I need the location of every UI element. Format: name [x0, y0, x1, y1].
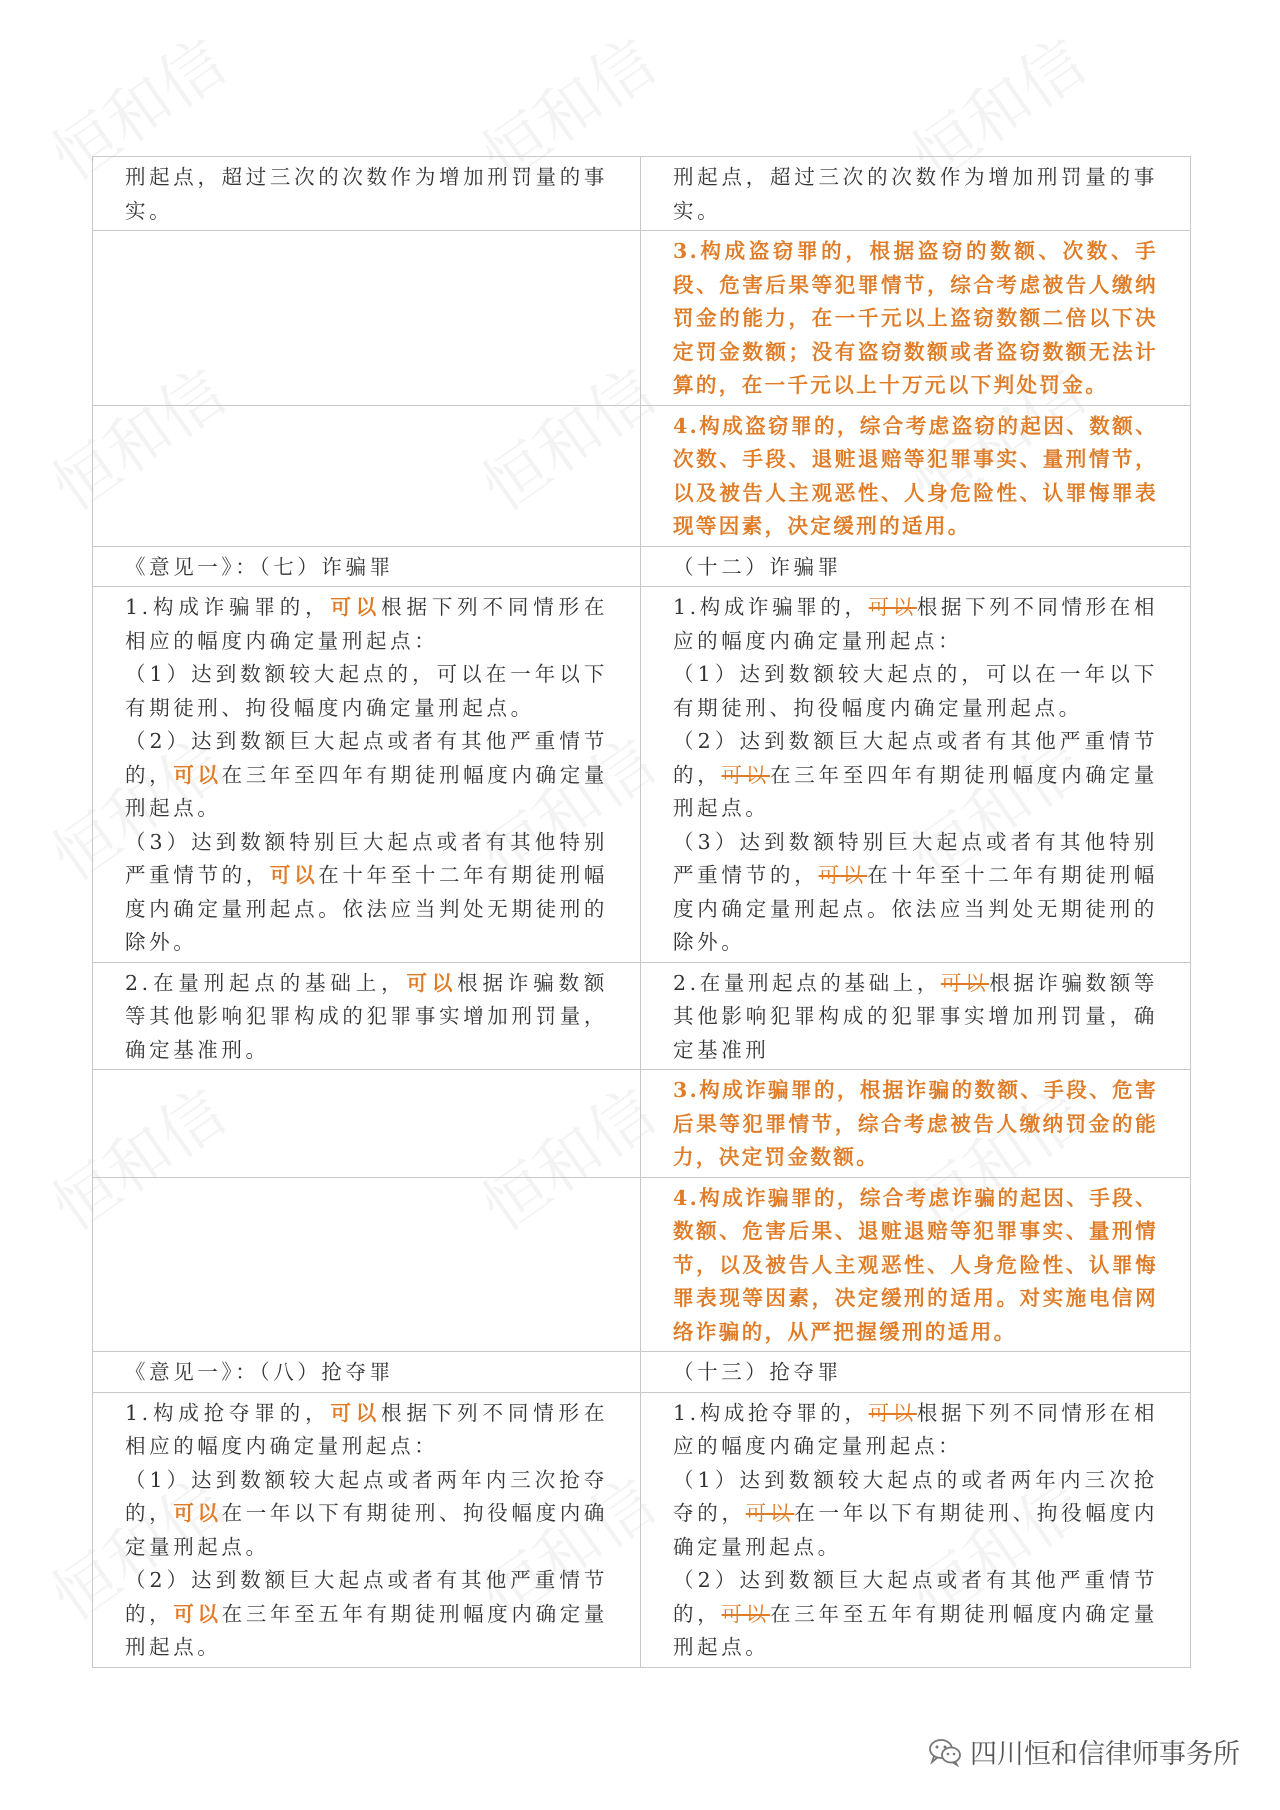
old-provision-cell: [93, 405, 641, 546]
table-row: [93, 1352, 1191, 1393]
new-provision-cell: [641, 1070, 1191, 1178]
text-run: 根据诈骗数额等其他影响犯罪构成的犯罪事实增加刑罚量，确定基准刑: [673, 970, 1158, 1062]
text-run: 根据诈骗数额等其他影响犯罪构成的犯罪事实增加刑罚量，确定基准刑。: [125, 970, 608, 1062]
cell-paragraph: [673, 967, 1158, 1068]
text-run: 在三年至五年有期徒刑幅度内确定量刑起点。: [673, 1601, 1158, 1659]
cell-paragraph: [673, 161, 1158, 228]
footer-brand: [928, 1732, 1240, 1771]
table-row: [93, 1070, 1191, 1178]
cell-paragraph: [125, 967, 608, 1068]
added-provision-text: 4.构成诈骗罪的，综合考虑诈骗的起因、手段、数额、危害后果、退赃退赔等犯罪事实、量刑情节，以及被告人主观恶性、人身危险性、认罪悔罪表现等因素，决定缓刑的适用。对实施电信网络诈骗的，从严把握缓刑的适用。: [673, 1185, 1158, 1344]
text-run: （2）达到数额巨大起点或者有其他严重情节的，: [673, 1568, 1158, 1626]
text-run: 2.在量刑起点的基础上，: [673, 970, 941, 995]
text-run: （2）达到数额巨大起点或者有其他严重情节的，: [125, 729, 608, 787]
added-provision-text: 3.构成盗窃罪的，根据盗窃的数额、次数、手段、危害后果等犯罪情节，综合考虑被告人缴纳罚金的能力，在一千元以上盗窃数额二倍以下决定罚金数额；没有盗窃数额或者盗窃数额无法计算的，在一千元以上十万元以下判处罚金。: [673, 239, 1158, 397]
text-run: 2.在量刑起点的基础上，: [125, 970, 407, 995]
table-row: [93, 231, 1191, 406]
new-provision-cell: [641, 231, 1191, 406]
text-run: 1.构成抢夺罪的，: [673, 1400, 869, 1425]
text-run: 根据下列不同情形在相应的幅度内确定量刑起点：: [125, 595, 609, 653]
cell-paragraph: [125, 591, 608, 658]
cell-paragraph: [673, 826, 1158, 960]
comparison-table: [92, 156, 1191, 1668]
added-provision-text: 4.构成盗窃罪的，综合考虑盗窃的起因、数额、次数、手段、退赃退赔等犯罪事实、量刑情节，以及被告人主观恶性、人身危险性、认罪悔罪表现等因素，决定缓刑的适用。: [673, 413, 1158, 538]
text-run: （3）达到数额特别巨大起点或者有其他特别严重情节的，: [673, 829, 1158, 887]
old-provision-cell: [93, 1352, 641, 1393]
cell-paragraph: [673, 658, 1158, 725]
new-provision-cell: [641, 405, 1191, 546]
table-row: [93, 1392, 1191, 1667]
text-run: 《意见一》：（八）抢夺罪: [125, 1360, 394, 1384]
deleted-term: 可以: [745, 1501, 795, 1525]
table-row: [93, 546, 1191, 587]
deleted-term: 可以: [868, 1400, 917, 1425]
old-provision-cell: [93, 587, 641, 963]
table-row: [93, 405, 1191, 546]
deleted-term: 可以: [940, 970, 990, 995]
new-provision-cell: [641, 157, 1191, 231]
highlighted-term: 可以: [269, 863, 319, 887]
table-row: [93, 587, 1191, 963]
highlighted-term: 可以: [330, 595, 382, 619]
old-provision-cell: [93, 231, 641, 406]
old-provision-cell: [93, 1392, 641, 1667]
cell-paragraph: [125, 658, 608, 725]
highlighted-term: 可以: [330, 1400, 382, 1425]
new-provision-cell: [641, 1392, 1191, 1667]
cell-paragraph: [125, 1464, 608, 1565]
deleted-term: 可以: [721, 762, 771, 787]
new-provision-cell: [641, 1177, 1191, 1352]
text-run: 《意见一》：（七）诈骗罪: [125, 554, 394, 579]
cell-paragraph: [673, 1564, 1158, 1665]
old-provision-cell: [93, 962, 641, 1070]
text-run: 在十年至十二年有期徒刑幅度内确定量刑起点。依法应当判处无期徒刑的除外。: [673, 863, 1158, 954]
cell-paragraph: [673, 1464, 1158, 1565]
added-provision-text: 3.构成诈骗罪的，根据诈骗的数额、手段、危害后果等犯罪情节，综合考虑被告人缴纳罚金的能力，决定罚金数额。: [673, 1078, 1158, 1169]
text-run: （3）达到数额特别巨大起点或者有其他特别严重情节的，: [125, 829, 608, 887]
cell-paragraph: [673, 725, 1158, 826]
text-run: （十三）抢夺罪: [673, 1360, 842, 1384]
text-run: 在一年以下有期徒刑、拘役幅度内确定量刑起点。: [125, 1501, 609, 1559]
text-run: （1）达到数额较大起点的，可以在一年以下有期徒刑、拘役幅度内确定量刑起点。: [673, 662, 1158, 720]
old-provision-cell: [93, 1070, 641, 1178]
text-run: （2）达到数额巨大起点或者有其他严重情节的，: [125, 1568, 608, 1626]
highlighted-term: 可以: [406, 970, 458, 995]
cell-paragraph: [125, 551, 608, 585]
table-row: [93, 157, 1191, 231]
table-row: [93, 962, 1191, 1070]
cell-paragraph: [673, 1397, 1158, 1464]
text-run: 1.构成诈骗罪的，: [125, 595, 331, 619]
text-run: 根据下列不同情形在相应的幅度内确定量刑起点：: [673, 595, 1158, 653]
cell-paragraph: [125, 725, 608, 826]
highlighted-term: 可以: [173, 1501, 222, 1525]
highlighted-term: 可以: [173, 1601, 222, 1626]
cell-paragraph: [673, 591, 1158, 658]
cell-paragraph: [125, 826, 608, 960]
wechat-icon: [928, 1737, 962, 1767]
new-provision-cell: [641, 587, 1191, 963]
text-run: （1）达到数额较大起点的，可以在一年以下有期徒刑、拘役幅度内确定量刑起点。: [125, 662, 608, 720]
text-run: 根据下列不同情形在相应的幅度内确定量刑起点：: [125, 1400, 609, 1458]
text-run: 根据下列不同情形在相应的幅度内确定量刑起点：: [673, 1400, 1158, 1458]
text-run: 刑起点，超过三次的次数作为增加刑罚量的事实。: [125, 165, 608, 223]
cell-paragraph: [125, 1356, 608, 1390]
deleted-term: 可以: [818, 863, 868, 887]
new-provision-cell: [641, 962, 1191, 1070]
text-run: 1.构成诈骗罪的，: [673, 595, 869, 619]
table-row: [93, 1177, 1191, 1352]
text-run: 1.构成抢夺罪的，: [125, 1400, 331, 1425]
text-run: （十二）诈骗罪: [673, 554, 842, 579]
deleted-term: 可以: [868, 595, 917, 619]
cell-paragraph: [125, 161, 608, 228]
text-run: 在三年至四年有期徒刑幅度内确定量刑起点。: [125, 762, 609, 820]
new-provision-cell: [641, 546, 1191, 587]
footer-firm-name: 四川恒和信律师事务所: [970, 1739, 1240, 1770]
text-run: 在十年至十二年有期徒刑幅度内确定量刑起点。依法应当判处无期徒刑的除外。: [125, 863, 609, 954]
old-provision-cell: [93, 1177, 641, 1352]
new-provision-cell: [641, 1352, 1191, 1393]
text-run: 在三年至四年有期徒刑幅度内确定量刑起点。: [673, 762, 1158, 820]
old-provision-cell: [93, 157, 641, 231]
text-run: （1）达到数额较大起点的或者两年内三次抢夺的，: [673, 1467, 1158, 1525]
text-run: （2）达到数额巨大起点或者有其他严重情节的，: [673, 729, 1158, 787]
text-run: 刑起点，超过三次的次数作为增加刑罚量的事实。: [673, 165, 1158, 223]
old-provision-cell: [93, 546, 641, 587]
text-run: （1）达到数额较大起点或者两年内三次抢夺的，: [125, 1467, 608, 1525]
cell-paragraph: [673, 1356, 1158, 1390]
deleted-term: 可以: [721, 1601, 771, 1626]
text-run: 在一年以下有期徒刑、拘役幅度内确定量刑起点。: [673, 1501, 1158, 1559]
cell-paragraph: [125, 1564, 608, 1665]
cell-paragraph: [673, 551, 1158, 585]
text-run: 在三年至五年有期徒刑幅度内确定量刑起点。: [125, 1601, 609, 1659]
cell-paragraph: [125, 1397, 608, 1464]
highlighted-term: 可以: [173, 762, 222, 787]
